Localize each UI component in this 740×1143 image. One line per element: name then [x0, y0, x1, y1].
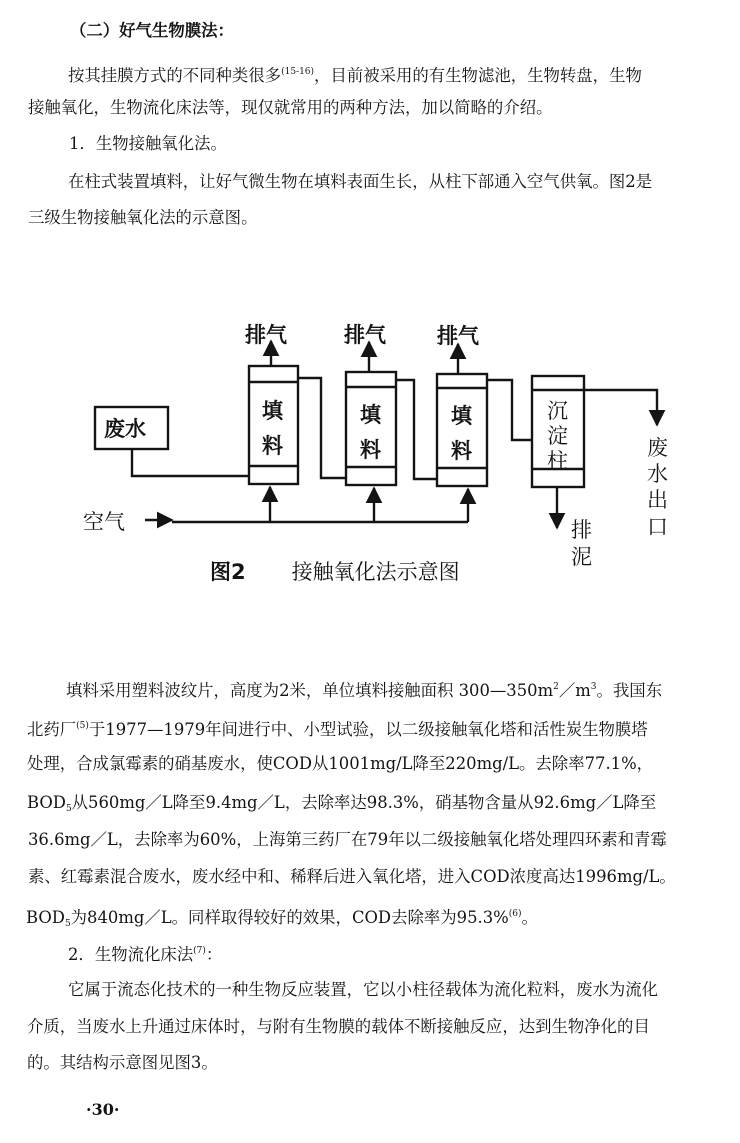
- column-2-label-b: 料: [360, 438, 381, 462]
- column-1-label-a: 填: [262, 399, 283, 423]
- para2-text-b: 从560mg／L降至9.4mg／L，去除率达98.3%，硝基物含量从92.6mg／L降至: [71, 793, 657, 812]
- outlet-label-2: 水: [647, 462, 668, 486]
- sub2-title-colon: ：: [205, 945, 223, 964]
- para2-text-a: BOD: [26, 908, 65, 927]
- subsection-2-title: [68, 940, 222, 966]
- column-3-label-a: 填: [451, 404, 472, 428]
- para2-text-c: 。我国东: [596, 681, 663, 700]
- figure-title: 接触氧化法示意图: [291, 560, 460, 584]
- para2-line-6: 素、红霉素混合废水，废水经中和、稀释后进入氧化塔，进入COD浓度高达1996mg/L。: [28, 867, 676, 886]
- sub2-title-text: 2．生物流化床法: [68, 945, 194, 964]
- superscript: 3: [590, 682, 597, 692]
- subscript: 5: [65, 804, 72, 814]
- packing-column-3: [437, 374, 487, 486]
- outlet-label-1: 废: [647, 436, 668, 460]
- subscript: 5: [64, 919, 71, 929]
- intro-text-b: ，目前被采用的有生物滤池，生物转盘，生物: [314, 66, 642, 85]
- settling-label-b: 淀: [547, 424, 568, 448]
- subsection-1-title: 1．生物接触氧化法。: [69, 134, 227, 153]
- para2-line-4: [27, 792, 656, 820]
- intro-text-a: 按其挂膜方式的不同种类很多: [68, 66, 282, 85]
- exhaust-label-3: 排气: [437, 324, 479, 348]
- sub1-paragraph-line-2: 三级生物接触氧化法的示意图。: [28, 208, 258, 227]
- wastewater-label: 废水: [104, 417, 146, 441]
- exhaust-label-2: 排气: [344, 323, 386, 347]
- para2-text-a: 北药厂: [27, 720, 77, 739]
- reference-mark: (5): [76, 721, 89, 731]
- column-2-label-a: 填: [360, 403, 381, 427]
- sub2-paragraph-line-1: 它属于流态化技术的一种生物反应装置，它以小柱径载体为流化粒料，废水为流化: [68, 980, 659, 999]
- column-1-label-b: 料: [262, 434, 283, 458]
- para2-text-b: 于1977—1979年间进行中、小型试验，以二级接触氧化塔和活性炭生物膜塔: [88, 720, 648, 739]
- sub2-paragraph-line-3: 的。其结构示意图见图3。: [27, 1053, 218, 1072]
- superscript: 2: [553, 682, 559, 692]
- air-label: 空气: [83, 510, 125, 534]
- para2-line-5: 36.6mg／L，去除率为60%，上海第三药厂在79年以二级接触氧化塔处理四环素和青霉: [28, 830, 667, 849]
- sub1-paragraph-line-1: 在柱式装置填料，让好气微生物在填料表面生长，从柱下部通入空气供氧。图2是: [68, 172, 653, 191]
- para2-line-3: 处理，合成氯霉素的硝基废水，使COD从1001mg/L降至220mg/L。去除率77.1%，: [27, 754, 654, 773]
- reference-mark: (6): [508, 909, 522, 919]
- page-number: ·30·: [86, 1100, 120, 1119]
- para2-text-b: 为840mg／L。同样取得较好的效果，COD去除率为95.3%: [70, 908, 509, 927]
- settling-label-c: 柱: [547, 449, 568, 473]
- para2-line-7: [26, 903, 538, 935]
- outlet-label-4: 口: [647, 515, 668, 539]
- sludge-label-1: 排: [571, 518, 592, 542]
- sludge-label-2: 泥: [571, 545, 592, 569]
- para2-text-a: 填料采用塑料波纹片，高度为2米，单位填料接触面积 300—350m: [66, 681, 554, 700]
- settling-label-a: 沉: [547, 399, 568, 423]
- intro-line-2: 接触氧化，生物流化床法等，现仅就常用的两种方法，加以简略的介绍。: [28, 98, 553, 117]
- para2-text-b: ／m: [558, 681, 591, 700]
- column-3-label-b: 料: [451, 439, 472, 463]
- figure-number: 图2: [210, 560, 246, 584]
- sub2-paragraph-line-2: 介质，当废水上升通过床体时，与附有生物膜的载体不断接触反应，达到生物净化的目: [27, 1017, 650, 1036]
- para2-line-2: [27, 715, 648, 741]
- reference-mark: (7): [193, 946, 206, 956]
- para2-text-c: 。: [521, 908, 538, 927]
- reference-mark: (15-16): [281, 67, 315, 77]
- exhaust-label-1: 排气: [245, 323, 287, 347]
- outlet-label-3: 出: [647, 488, 668, 512]
- section-heading: （二）好气生物膜法：: [70, 21, 234, 40]
- figure-caption: [210, 556, 460, 586]
- para2-line-1: [66, 676, 662, 702]
- intro-line-1: [68, 61, 642, 87]
- para2-text-a: BOD: [27, 793, 66, 812]
